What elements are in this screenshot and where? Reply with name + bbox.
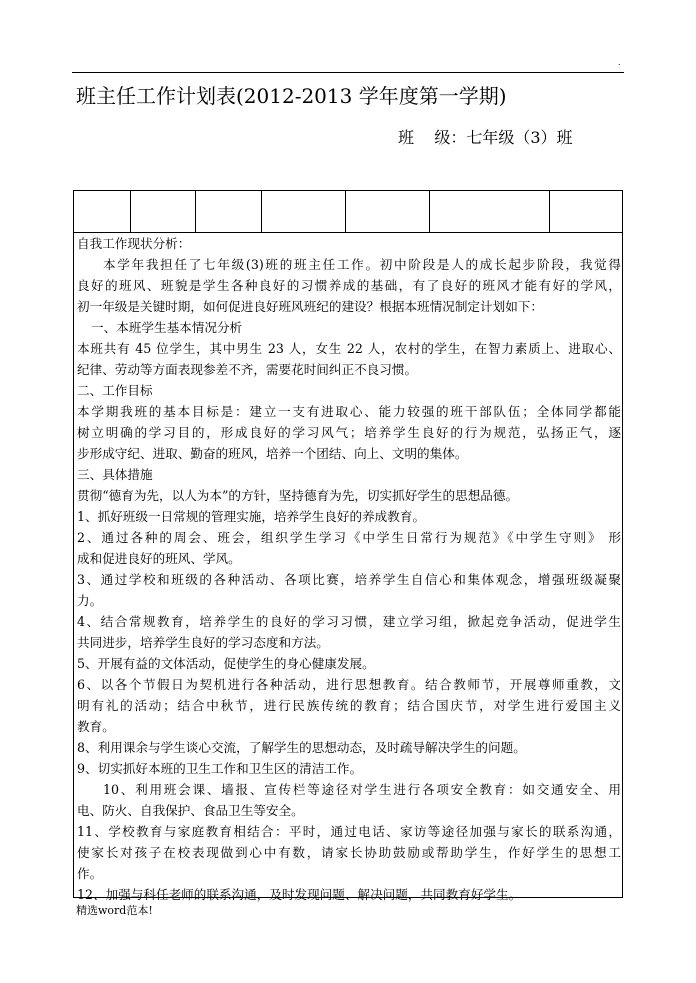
header-cell-divider [261, 191, 262, 232]
body-line: 10、利用班会课、墙报、宣传栏等途径对学生进行各项安全教育：如交通安全、用 [103, 782, 621, 797]
body-line: 三、具体措施 [77, 467, 153, 482]
body-line: 树立明确的学习目的，形成良好的学习风气；培养学生良好的行为规范，弘扬正气，逐 [77, 425, 621, 440]
body-line: 力。 [77, 593, 103, 608]
footer-note: 精选word范本! [76, 904, 153, 917]
body-line: 一、本班学生基本情况分析 [91, 320, 243, 335]
body-line: 共同进步，培养学生良好的学习态度和方法。 [77, 635, 329, 650]
plan-table [73, 190, 623, 902]
body-line: 1、抓好班级一日常规的管理实施，培养学生良好的养成教育。 [77, 509, 426, 524]
class-label: 班 级：七年级（3）班 [398, 128, 573, 147]
body-line: 9、切实抓好本班的卫生工作和卫生区的清洁工作。 [77, 761, 363, 776]
header-rule [72, 72, 624, 73]
body-line: 4、结合常规教育，培养学生的良好的学习习惯，建立学习组，掀起竞争活动，促进学生 [77, 614, 621, 629]
body-line: 二、工作目标 [77, 383, 153, 398]
body-line: 6、以各个节假日为契机进行各种活动，进行思想教育。结合教师节，开展尊师重教，文 [77, 677, 621, 692]
body-line: 本学年我担任了七年级(3)班的班主任工作。初中阶段是人的成长起步阶段，我觉得 [103, 257, 621, 272]
body-line: 作。 [77, 866, 103, 881]
body-line: 本学期我班的基本目标是：建立一支有进取心、能力较强的班干部队伍；全体同学都能 [77, 404, 621, 419]
body-line: 12、加强与科任老师的联系沟通，及时发现问题、解决问题，共同教育好学生。 [77, 887, 522, 902]
header-cell-divider [345, 191, 346, 232]
header-cell-divider [195, 191, 196, 232]
plan-body [77, 233, 621, 905]
page-title: 班主任工作计划表(2012-2013 学年度第一学期) [76, 84, 507, 108]
body-line: 步形成守纪、进取、勤奋的班风，培养一个团结、向上、文明的集体。 [77, 446, 468, 461]
body-line: 纪律、劳动等方面表现参差不齐，需要花时间纠正不良习惯。 [77, 362, 418, 377]
body-line: 电、防火、自我保护、食品卫生等安全。 [77, 803, 304, 818]
corner-mark: . [618, 58, 621, 67]
header-cell-divider [130, 191, 131, 232]
body-line: 11、学校教育与家庭教育相结合：平时，通过电话、家访等途径加强与家长的联系沟通， [77, 824, 621, 839]
body-line: 8、利用课余与学生谈心交流，了解学生的思想动态，及时疏导解决学生的问题。 [77, 740, 526, 755]
body-line: 自我工作现状分析： [77, 236, 191, 251]
body-line: 5、开展有益的文体活动，促使学生的身心健康发展。 [77, 656, 375, 671]
body-line: 本班共有 45 位学生，其中男生 23 人，女生 22 人，农村的学生，在智力素质上、进取心、 [77, 341, 621, 356]
body-line: 初一年级是关键时期，如何促进良好班风班纪的建设？根据本班情况制定计划如下： [77, 299, 543, 314]
body-line: 良好的班风、班貌是学生各种良好的习惯养成的基础，有了良好的班风才能有好的学风， [77, 278, 621, 293]
body-line: 贯彻“德育为先，以人为本”的方针，坚持德育为先，切实抓好学生的思想品德。 [77, 488, 519, 503]
body-line: 3、通过学校和班级的各种活动、各项比赛，培养学生自信心和集体观念，增强班级凝聚 [77, 572, 621, 587]
body-line: 明有礼的活动；结合中秋节，进行民族传统的教育；结合国庆节，对学生进行爱国主义 [77, 698, 621, 713]
body-line: 使家长对孩子在校表现做到心中有数，请家长协助鼓励或帮助学生，作好学生的思想工 [77, 845, 621, 860]
header-cell-divider [429, 191, 430, 232]
header-cell-divider [549, 191, 550, 232]
body-line: 成和促进良好的班风、学风。 [77, 551, 241, 566]
table-header-row [74, 191, 622, 233]
body-line: 教育。 [77, 719, 115, 734]
body-line: 2、通过各种的周会、班会，组织学生学习《中学生日常行为规范》《中学生守则》 形 [77, 530, 621, 545]
